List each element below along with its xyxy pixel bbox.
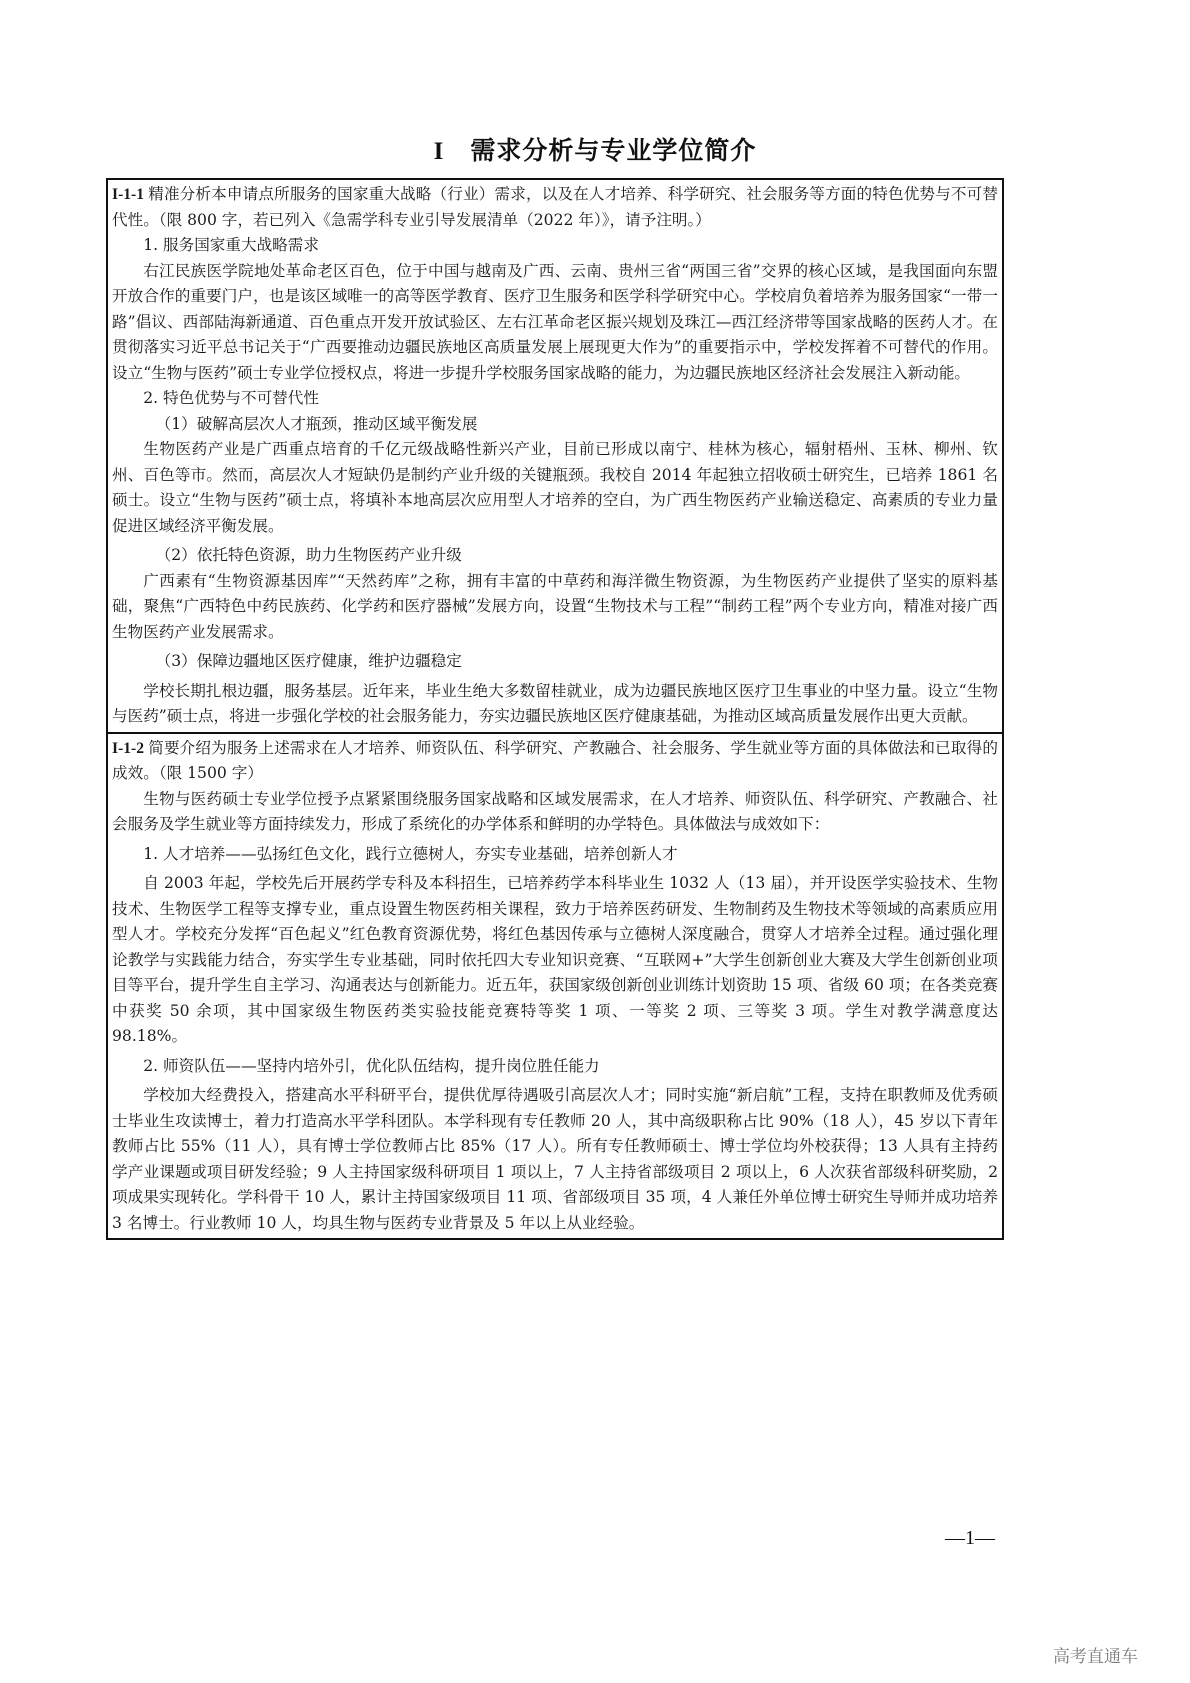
section-prompt: I-1-1 精准分析本申请点所服务的国家重大战略（行业）需求，以及在人才培养、科学研究、社会服务等方面的特色优势与不可替代性。（限 800 字，若已列入《急需学科专业引导发展清单（2022 年）》，请予注明。） bbox=[112, 185, 998, 229]
content-table bbox=[106, 178, 1004, 1240]
section-i-1-1 bbox=[108, 180, 1002, 732]
subheading: 2. 特色优势与不可替代性 bbox=[143, 389, 319, 407]
sub-subheading: （3）保障边疆地区医疗健康，维护边疆稳定 bbox=[155, 652, 462, 670]
sub-subheading: （2）依托特色资源，助力生物医药产业升级 bbox=[155, 546, 462, 564]
section-code: I-1-1 bbox=[112, 186, 145, 203]
body-paragraph: 生物医药产业是广西重点培育的千亿元级战略性新兴产业，目前已形成以南宁、桂林为核心，辐射梧州、玉林、柳州、钦州、百色等市。然而，高层次人才短缺仍是制约产业升级的关键瓶颈。我校自 2014 年起独立招收硕士研究生，已培养 1861 名硕士。设立“生物与医药”硕士点，将填补本地高层次应用型人才培养的空白，为广西生物医药产业输送稳定、高素质的专业力量促进区域经济平衡发展。 bbox=[112, 440, 998, 535]
section-code: I-1-2 bbox=[112, 739, 145, 757]
title-text: 需求分析与专业学位简介 bbox=[470, 136, 757, 165]
body-paragraph: 广西素有“生物资源基因库”“天然药库”之称，拥有丰富的中草药和海洋微生物资源，为生物医药产业提供了坚实的原料基础，聚焦“广西特色中药民族药、化学药和医疗器械”发展方向，设置“生物技术与工程”“制药工程”两个专业方向，精准对接广西生物医药产业发展需求。 bbox=[112, 571, 998, 641]
section-prompt: I-1-2 简要介绍为服务上述需求在人才培养、师资队伍、科学研究、产教融合、社会服务、学生就业等方面的具体做法和已取得的成效。（限 1500 字） bbox=[112, 738, 998, 782]
subheading: 1. 人才培养——弘扬红色文化，践行立德树人，夯实专业基础，培养创新人才 bbox=[143, 844, 678, 863]
page-number: —1— bbox=[945, 1527, 995, 1549]
body-paragraph: 生物与医药硕士专业学位授予点紧紧围绕服务国家战略和区域发展需求，在人才培养、师资队伍、科学研究、产教融合、社会服务及学生就业等方面持续发力，形成了系统化的办学体系和鲜明的办学特色。具体做法与成效如下： bbox=[112, 789, 998, 833]
page-title bbox=[0, 131, 1190, 167]
body-paragraph: 学校加大经费投入，搭建高水平科研平台，提供优厚待遇吸引高层次人才；同时实施“新启航”工程，支持在职教师及优秀硕士毕业生攻读博士，着力打造高水平学科团队。本学科现有专任教师 20 人，其中高级职称占比 90%（18 人），45 岁以下青年教师占比 55%（11 人），具有博士学位教师占比 85%（17 人）。所有专任教师硕士、博士学位均外校获得；13 人具有主持药学产业课题或项目研发经验；9 人主持国家级科研项目 1 项以上，7 人主持省部级项目 2 项以上，6 人次获省部级科研奖励，2 项成果实现转化。学科骨干 10 人，累计主持国家级项目 11 项、省部级项目 35 项，4 人兼任外单位博士研究生导师并成功培养 3 名博士。行业教师 10 人，均具生物与医药专业背景及 5 年以上从业经验。 bbox=[112, 1086, 998, 1232]
title-numeral: I bbox=[433, 138, 445, 165]
sub-subheading: （1）破解高层次人才瓶颈，推动区域平衡发展 bbox=[155, 414, 478, 433]
section-i-1-2 bbox=[108, 732, 1002, 1239]
watermark: 高考直通车 bbox=[1053, 1647, 1138, 1667]
subheading: 2. 师资队伍——坚持内培外引，优化队伍结构，提升岗位胜任能力 bbox=[143, 1056, 600, 1075]
body-paragraph: 右江民族医学院地处革命老区百色，位于中国与越南及广西、云南、贵州三省“两国三省”交界的核心区域，是我国面向东盟开放合作的重要门户，也是该区域唯一的高等医学教育、医疗卫生服务和医学科学研究中心。学校肩负着培养为服务国家“一带一路”倡议、西部陆海新通道、百色重点开发开放试验区、左右江革命老区振兴规划及珠江—西江经济带等国家战略的医药人才。在贯彻落实习近平总书记关于“广西要推动边疆民族地区高质量发展上展现更大作为”的重要指示中，学校发挥着不可替代的作用。设立“生物与医药”硕士专业学位授权点，将进一步提升学校服务国家战略的能力，为边疆民族地区经济社会发展注入新动能。 bbox=[112, 261, 998, 382]
body-paragraph: 自 2003 年起，学校先后开展药学专科及本科招生，已培养药学本科毕业生 1032 人（13 届），并开设医学实验技术、生物技术、生物医学工程等支撑专业，重点设置生物医药相关课程，致力于培养医药研发、生物制药及生物技术等领域的高素质应用型人才。学校充分发挥“百色起义”红色教育资源优势，将红色基因传承与立德树人深度融合，贯穿人才培养全过程。通过强化理论教学与实践能力结合，夯实学生专业基础，同时依托四大专业知识竞赛、“互联网+”大学生创新创业大赛及大学生创新创业项目等平台，提升学生自主学习、沟通表达与创新能力。近五年，获国家级创新创业训练计划资助 15 项、省级 60 项；在各类竞赛中获奖 50 余项，其中国家级生物医药类实验技能竞赛特等奖 1 项、一等奖 2 项、三等奖 3 项。学生对教学满意度达 98.18%。 bbox=[112, 874, 998, 1045]
body-paragraph: 学校长期扎根边疆，服务基层。近年来，毕业生绝大多数留桂就业，成为边疆民族地区医疗卫生事业的中坚力量。设立“生物与医药”硕士点，将进一步强化学校的社会服务能力，夯实边疆民族地区医疗健康基础，为推动区域高质量发展作出更大贡献。 bbox=[112, 681, 998, 725]
subheading: 1. 服务国家重大战略需求 bbox=[143, 236, 319, 254]
